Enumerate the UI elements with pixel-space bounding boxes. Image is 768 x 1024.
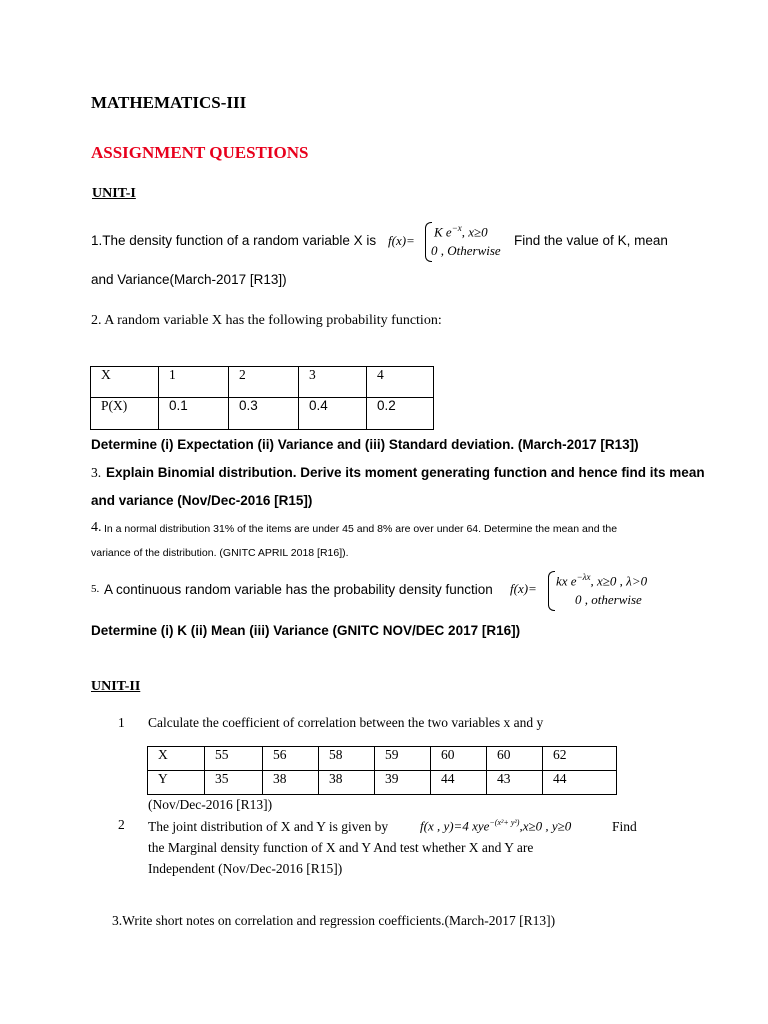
unit1-q5-text: A continuous random variable has the probability density function [104, 582, 493, 597]
table-cell: 44 [543, 771, 617, 795]
table-row [91, 367, 434, 398]
unit1-q5-case2: 0 , otherwise [575, 592, 642, 607]
unit1-q3-line2: and variance (Nov/Dec-2016 [R15]) [91, 493, 313, 508]
table-cell: P(X) [91, 398, 159, 430]
table-cell: 43 [487, 771, 543, 795]
unit1-q1-suffix: Find the value of K, mean [514, 233, 668, 248]
table-cell: 4 [367, 367, 434, 398]
section-title: ASSIGNMENT QUESTIONS [91, 143, 309, 162]
table-cell: 38 [319, 771, 375, 795]
table-cell: 39 [375, 771, 431, 795]
unit2-q1-text: Calculate the coefficient of correlation between the two variables x and y [148, 715, 544, 730]
unit2-q2-line2: the Marginal density function of X and Y And test whether X and Y are [148, 840, 534, 855]
table-cell: 60 [487, 747, 543, 771]
table-cell: 44 [431, 771, 487, 795]
table-cell: 3 [299, 367, 367, 398]
unit1-q1-fx: f(x)= [388, 233, 415, 248]
unit2-q2-num: 2 [118, 817, 125, 832]
unit1-q2-text: 2. A random variable X has the following probability function: [91, 313, 442, 328]
unit1-q5-num: 5. [91, 583, 100, 595]
unit2-q2-formula: f(x , y)=4 xye$^{-(x^2+ y^2)}$,x≥0 , y≥0 [420, 818, 572, 834]
unit2-q1-num: 1 [118, 715, 125, 730]
unit1-q4-num: 4. [91, 520, 102, 535]
unit2-q3-text: 3.Write short notes on correlation and regression coefficients.(March-2017 [R13]) [112, 913, 556, 928]
unit2-q2-line3: Independent (Nov/Dec-2016 [R15]) [148, 861, 343, 876]
unit1-q1-case1: K $e^{-x}$, x≥0 [434, 223, 488, 240]
unit1-q1-line2: and Variance(March-2017 [R13]) [91, 272, 287, 287]
table-cell: 56 [263, 747, 319, 771]
table-cell: X [148, 747, 205, 771]
unit1-q5-brace [548, 571, 555, 611]
unit1-q1-case2: 0 , Otherwise [431, 243, 501, 258]
unit1-q4-line2: variance of the distribution. (GNITC APRIL 2018 [R16]). [91, 547, 349, 559]
unit1-title: UNIT-I [92, 186, 136, 201]
unit2-title: UNIT-II [91, 679, 141, 694]
course-title: MATHEMATICS-III [91, 93, 247, 112]
table-cell: 0.1 [159, 398, 229, 430]
table-cell: 55 [205, 747, 263, 771]
unit1-q5-fx: f(x)= [510, 581, 537, 596]
table-row [148, 771, 617, 795]
unit1-q2-followup: Determine (i) Expectation (ii) Variance and (iii) Standard deviation. (March-2017 [R13]) [91, 437, 639, 452]
table-cell: 0.3 [229, 398, 299, 430]
table-cell: Y [148, 771, 205, 795]
probability-table [90, 366, 434, 430]
table-row [91, 398, 434, 430]
table-row [148, 747, 617, 771]
unit1-q3-line1: Explain Binomial distribution. Derive its moment generating function and hence find its mean [106, 465, 705, 480]
correlation-table [147, 746, 617, 795]
unit2-q1-ref: (Nov/Dec-2016 [R13]) [148, 797, 273, 812]
table-cell: 38 [263, 771, 319, 795]
table-cell: 0.2 [367, 398, 434, 430]
table-cell: 1 [159, 367, 229, 398]
unit1-q3-num: 3. [91, 465, 102, 480]
table-cell: 0.4 [299, 398, 367, 430]
unit2-q2-tail: Find [612, 819, 637, 834]
table-cell: 59 [375, 747, 431, 771]
table-cell: 58 [319, 747, 375, 771]
unit1-q5-followup: Determine (i) K (ii) Mean (iii) Variance (GNITC NOV/DEC 2017 [R16]) [91, 623, 521, 638]
table-cell: 35 [205, 771, 263, 795]
table-cell: 62 [543, 747, 617, 771]
unit1-q1-prefix: 1.The density function of a random variable X is [91, 233, 377, 248]
table-cell: 2 [229, 367, 299, 398]
unit1-q4-line1: In a normal distribution 31% of the items are under 45 and 8% are over under 64. Determine the mean and the [104, 523, 618, 535]
table-cell: 60 [431, 747, 487, 771]
unit1-q5-case1: kx $e^{-\lambda x}$, x≥0 , λ>0 [556, 572, 648, 589]
unit2-q2-lead: The joint distribution of X and Y is given by [148, 819, 389, 834]
table-cell: X [91, 367, 159, 398]
